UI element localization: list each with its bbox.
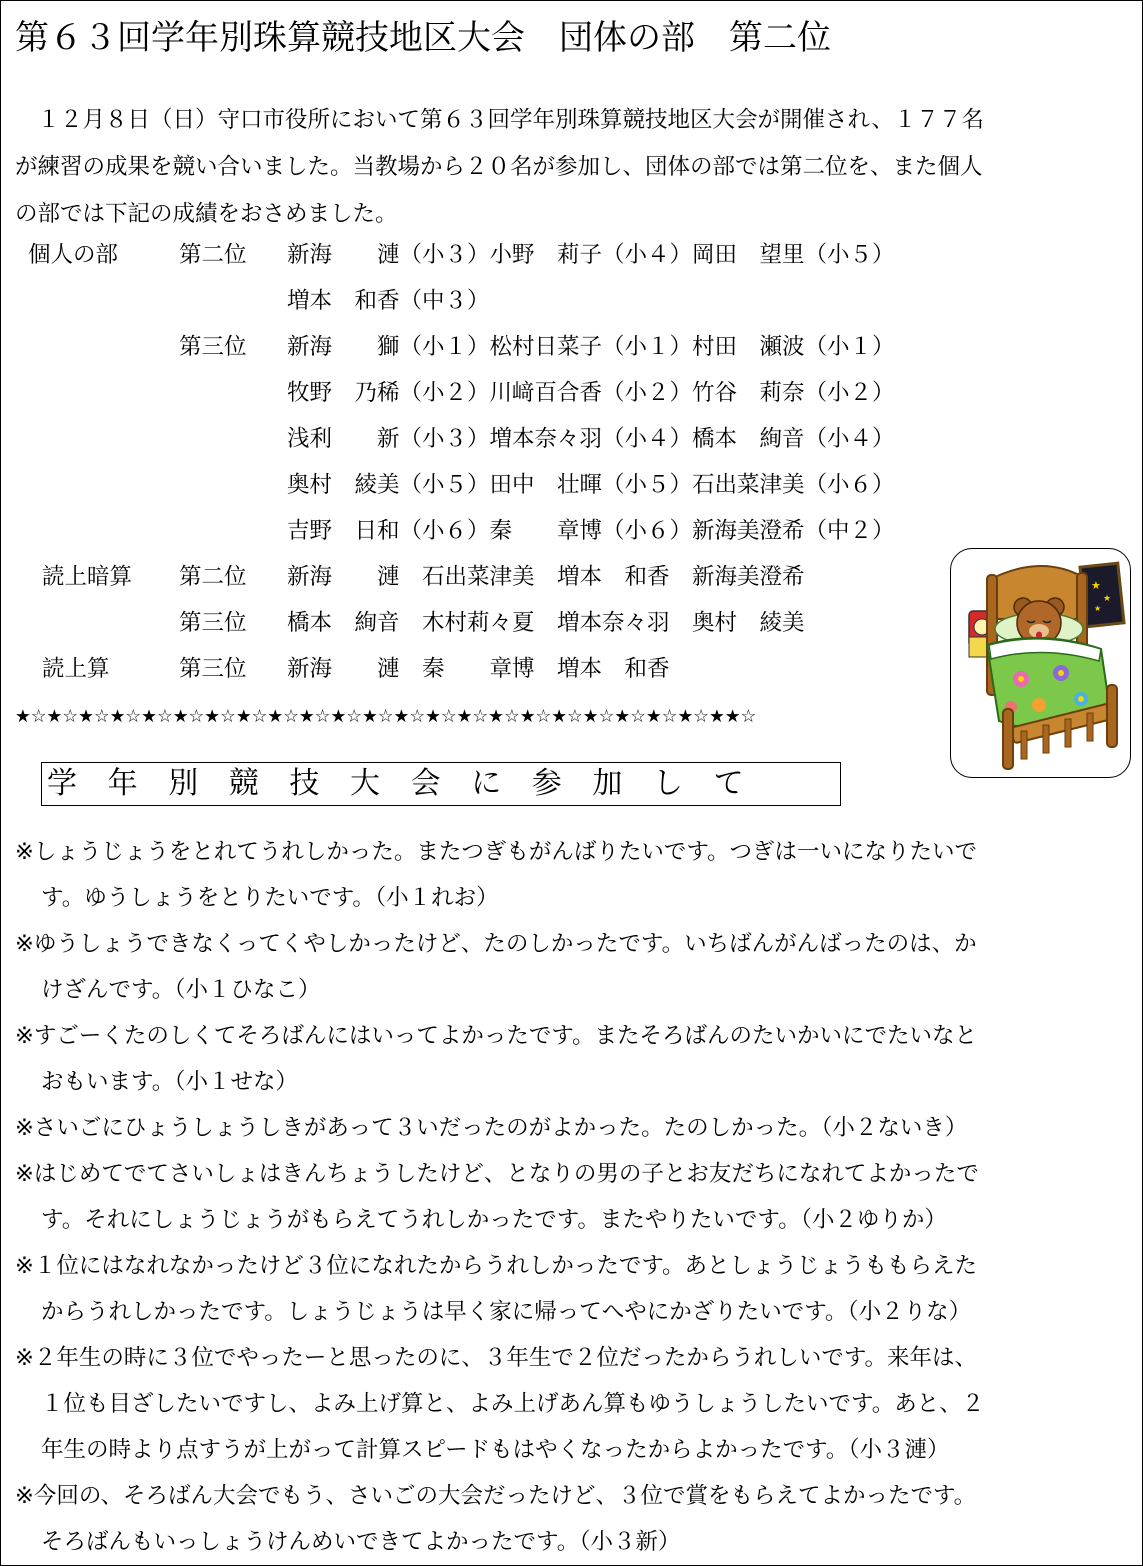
yomiage-label: 読上算 (42, 656, 110, 682)
third-place-label: 第三位 (179, 656, 247, 682)
third-place-label: 第三位 (179, 334, 247, 360)
result-line: 新海 獅（小１）松村日菜子（小１）村田 瀬波（小１） (287, 334, 895, 360)
intro-line: １２月８日（日）守口市役所において第６３回学年別珠算競技地区大会が開催され、１７７名 (15, 107, 984, 133)
comment-line: からうれしかったです。しょうじょうは早く家に帰ってへやにかざりたいです。（小２りな） (41, 1299, 972, 1325)
comment-line: ※ゆうしょうできなくってくやしかったけど、たのしかったです。いちばんがんばったのは、か (15, 931, 977, 957)
comment-line: ※今回の、そろばん大会でもう、さいごの大会だったけど、３位で賞をもらえてよかったです。 (15, 1483, 977, 1509)
result-line: 増本 和香（中３） (287, 288, 490, 314)
result-line: 吉野 日和（小６）秦 章博（小６）新海美澄希（中２） (287, 518, 895, 544)
intro-line: の部では下記の成績をおさめました。 (15, 201, 398, 227)
star-divider: ★☆★☆★☆★☆★☆★☆★☆★☆★☆★☆★☆★☆★☆★☆★☆★☆★☆★☆★☆★☆★☆★☆★★☆ (15, 707, 757, 727)
comment-line: ※２年生の時に３位でやったーと思ったのに、３年生で２位だったからうれしいです。来年は、 (15, 1345, 978, 1371)
result-line: 牧野 乃稀（小２）川﨑百合香（小２）竹谷 莉奈（小２） (287, 380, 895, 406)
svg-text:★: ★ (1094, 604, 1102, 613)
svg-text:★: ★ (1091, 579, 1101, 592)
result-line: 奥村 綾美（小５）田中 壮暉（小５）石出菜津美（小６） (287, 472, 895, 498)
third-place-label: 第三位 (179, 610, 247, 636)
intro-line: が練習の成果を競い合いました。当教場から２０名が参加し、団体の部では第二位を、また個人 (15, 154, 983, 180)
bear-illustration (950, 548, 1131, 778)
comment-line: ※１位にはなれなかったけど３位になれたからうれしかったです。あとしょうじょうももらえた (15, 1253, 978, 1279)
comment-line: ※すごーくたのしくてそろばんにはいってよかったです。またそろばんのたいかいにでたいなと (15, 1023, 978, 1049)
comment-line: ※さいごにひょうしょうしきがあって３いだったのがよかった。たのしかった。（小２ないき） (15, 1115, 968, 1141)
comment-line: けざんです。（小１ひなこ） (41, 977, 321, 1003)
section-banner: 学年別競技大会に参加して (41, 762, 841, 806)
comment-line: す。それにしょうじょうがもらえてうれしかったです。またやりたいです。（小２ゆりか） (41, 1207, 947, 1233)
comment-line: ※はじめてでてさいしょはきんちょうしたけど、となりの男の子とお友だちになれてよかったで (15, 1161, 979, 1187)
second-place-label: 第二位 (179, 564, 247, 590)
result-line: 新海 漣 秦 章博 増本 和香 (287, 656, 670, 682)
page-title: 第６３回学年別珠算競技地区大会 団体の部 第二位 (15, 18, 831, 58)
comment-line: おもいます。（小１せな） (41, 1069, 298, 1095)
comment-line: 年生の時より点すうが上がって計算スピードもはやくなったからよかったです。（小３漣） (41, 1437, 950, 1463)
second-place-label: 第二位 (179, 242, 247, 268)
comment-line: １位も目ざしたいですし、よみ上げ算と、よみ上げあん算もゆうしょうしたいです。あと、２ (41, 1391, 985, 1417)
result-line: 新海 漣（小３）小野 莉子（小４）岡田 望里（小５） (287, 242, 895, 268)
anzan-label: 読上暗算 (42, 564, 133, 590)
result-line: 橋本 絢音 木村莉々夏 増本奈々羽 奥村 綾美 (287, 610, 805, 636)
individual-label: 個人の部 (28, 242, 119, 268)
intro-paragraph (15, 97, 1135, 238)
result-line: 新海 漣 石出菜津美 増本 和香 新海美澄希 (287, 564, 805, 590)
comment-line: す。ゆうしょうをとりたいです。（小１れお） (41, 885, 499, 911)
sleeping-bear-icon (951, 549, 1131, 778)
comment-line: ※しょうじょうをとれてうれしかった。またつぎもがんばりたいです。つぎは一いになりたいで (15, 839, 978, 865)
result-line: 浅利 新（小３）増本奈々羽（小４）橋本 絢音（小４） (287, 426, 895, 452)
comment-line: そろばんもいっしょうけんめいできてよかったです。（小３新） (41, 1529, 681, 1555)
svg-text:★: ★ (1103, 594, 1112, 604)
